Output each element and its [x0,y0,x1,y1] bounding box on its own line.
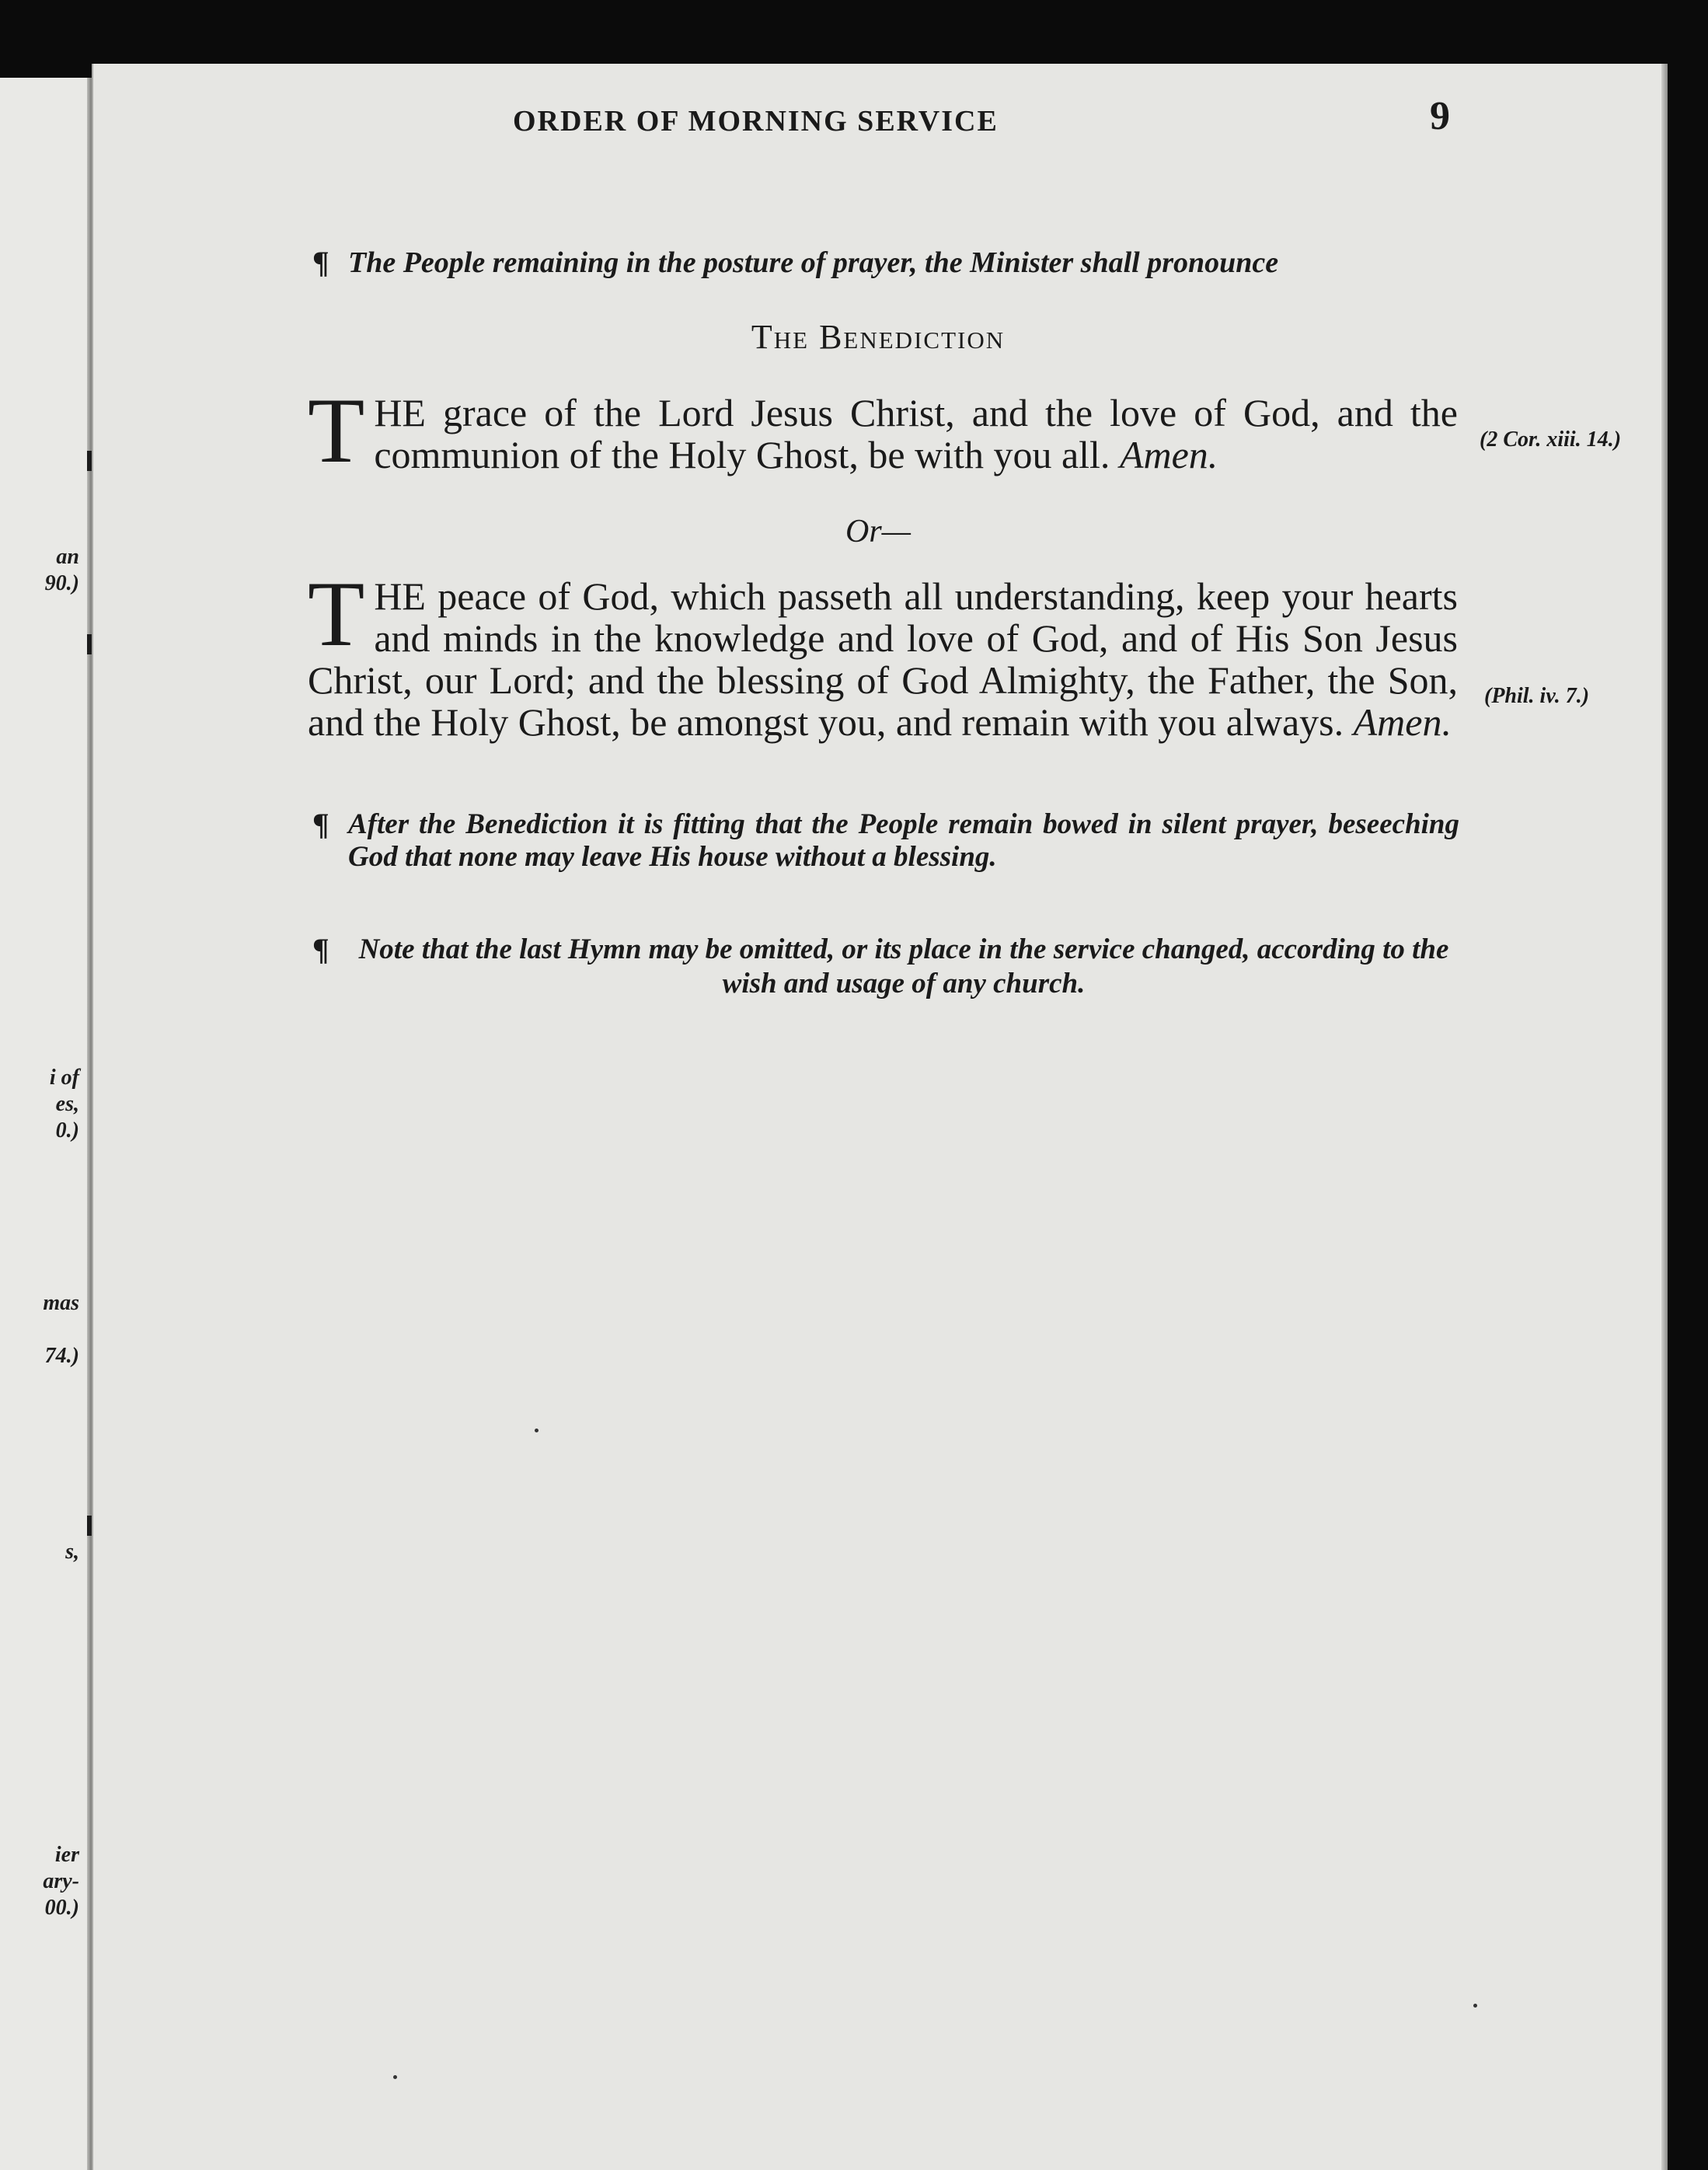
pilcrow-icon: ¶ [312,245,329,280]
running-head: ORDER OF MORNING SERVICE [513,105,999,138]
rubric-instruction-3 [312,932,1459,1001]
rubric-text: The People remaining in the posture of prayer, the Minister shall pronounce [348,246,1279,279]
paragraph-text: HE grace of the Lord Jesus Christ, and the love of God, and the communion of the Holy Ghost, be with you all. [374,391,1458,476]
page-edge [1661,64,1668,2170]
page-number: 9 [1430,94,1450,138]
rubric-text: Note that the last Hymn may be omitted, or its place in the service changed, according to the wish and usage of any church. [358,933,1449,1000]
paper-fleck [535,1429,539,1432]
left-margin-fragment-1: an 90.) [44,545,79,595]
rubric-text: After the Benediction it is fitting that the People remain bowed in silent prayer, beseeching God that none may leave His house without a blessing. [348,808,1459,873]
amen-text: Amen. [1119,433,1218,476]
rubric-instruction-2 [312,807,1459,874]
left-margin-fragment-4: s, [65,1540,79,1564]
left-page-fragment [0,78,92,2170]
amen-text: Amen. [1353,700,1452,744]
drop-cap: T [308,562,365,665]
scripture-reference-2: (Phil. iv. 7.) [1484,684,1590,708]
section-title: The Benediction [751,318,1006,356]
pilcrow-icon: ¶ [312,932,329,967]
left-margin-fragment-2: i of es, 0.) [49,1066,79,1143]
paper-fleck [1473,2004,1477,2008]
drop-cap: T [308,379,365,482]
left-margin-fragment-3: mas 74.) [43,1291,79,1368]
left-margin-fragment-5: ier ary- 00.) [43,1843,79,1920]
pilcrow-icon: ¶ [312,807,329,842]
benediction-paragraph-1 [308,379,1458,482]
benediction-paragraph-2 [308,562,1458,744]
alternative-divider: Or— [845,514,912,549]
scripture-reference-1: (2 Cor. xiii. 14.) [1480,427,1622,452]
paper-fleck [393,2075,397,2079]
paragraph-text: HE peace of God, which passeth all understanding, keep your hearts and minds in the knowledge and love of God, and of His Son Jesus Christ, our Lord; and the blessing of God Almighty, the Father, the Son, and the Holy Ghost, be amongst you, and remain with you always. [308,574,1458,744]
rubric-instruction-1 [312,245,1560,280]
